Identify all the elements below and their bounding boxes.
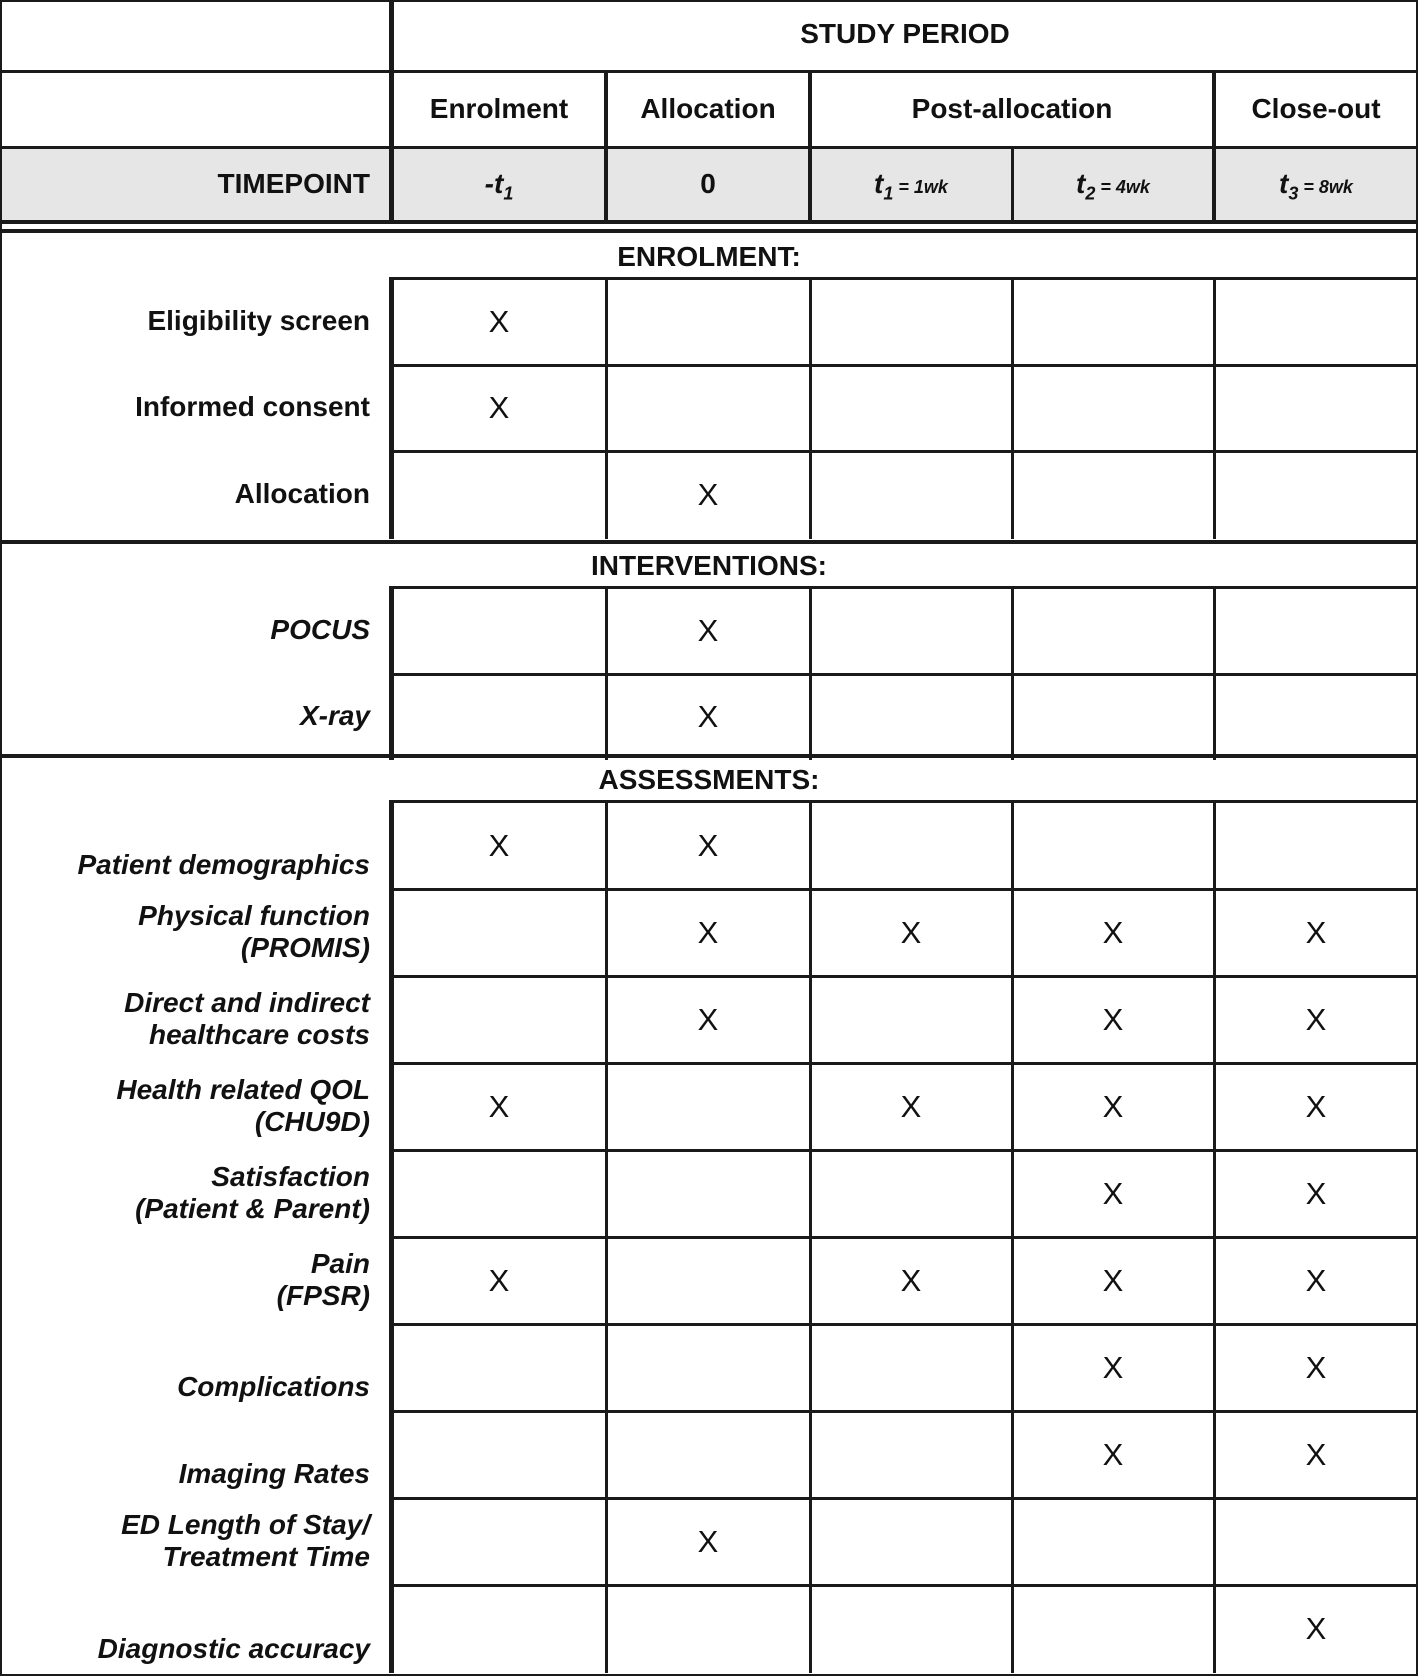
schedule-mark: X: [1102, 1349, 1124, 1385]
column-divider: [389, 279, 394, 539]
row-divider: [389, 975, 1418, 978]
schedule-mark: X: [1102, 1001, 1124, 1037]
activity-label: [0, 614, 370, 646]
header-row-divider: [0, 146, 1418, 149]
activity-label-line: Patient demographics: [77, 849, 370, 880]
column-divider: [809, 279, 812, 539]
schedule-mark: X: [1102, 1436, 1124, 1472]
header-double-rule: [0, 229, 1418, 233]
section-title: ENROLMENT:: [617, 241, 801, 272]
section-title: INTERVENTIONS:: [591, 550, 827, 581]
activity-label: [0, 1248, 370, 1312]
column-divider: [1011, 588, 1014, 760]
schedule-mark: X: [1305, 1175, 1327, 1211]
activity-label: [0, 1509, 370, 1573]
section-grid-top: [389, 277, 1418, 280]
row-divider: [389, 1236, 1418, 1239]
row-divider: [389, 1497, 1418, 1500]
activity-label-line: ED Length of Stay/: [121, 1509, 370, 1540]
timepoint-suffix: = 4wk: [1095, 177, 1150, 197]
activity-label: [0, 849, 370, 881]
activity-label: [0, 1458, 370, 1490]
timepoint-main: -t: [484, 168, 504, 199]
timepoint-sub: 3: [1288, 183, 1299, 204]
row-divider: [389, 888, 1418, 891]
period-enrolment: Enrolment: [429, 93, 569, 124]
schedule-mark: X: [488, 390, 510, 425]
header-double-rule: [0, 220, 1418, 224]
timepoint-t3: [1214, 168, 1418, 204]
period-close-out: Close-out: [1251, 93, 1381, 124]
column-divider: [1213, 279, 1216, 539]
activity-label: [0, 700, 370, 732]
schedule-mark: X: [900, 1262, 922, 1298]
row-divider: [389, 1062, 1418, 1065]
schedule-mark: X: [900, 914, 922, 950]
activity-label-line: Health related QOL: [116, 1074, 370, 1105]
row-divider: [389, 364, 1418, 367]
column-divider: [605, 802, 608, 1673]
column-divider: [605, 279, 608, 539]
column-divider: [389, 802, 394, 1673]
activity-label: [0, 478, 370, 510]
section-divider: [0, 540, 1418, 544]
column-divider: [809, 588, 812, 760]
header-col-divider: [1212, 70, 1216, 222]
column-divider: [1011, 802, 1014, 1673]
activity-label-line: (CHU9D): [254, 1106, 370, 1138]
schedule-mark: X: [1305, 1611, 1327, 1646]
activity-label-line: Pain: [310, 1248, 370, 1279]
activity-label-line: Informed consent: [135, 391, 370, 422]
section-grid-top: [389, 800, 1418, 803]
schedule-mark: X: [1305, 1349, 1327, 1385]
timepoint-sub: 1: [503, 183, 514, 204]
schedule-mark: X: [1305, 1262, 1327, 1298]
row-divider: [389, 450, 1418, 453]
period-allocation: Allocation: [640, 93, 776, 124]
row-divider: [389, 1584, 1418, 1587]
row-divider: [389, 1149, 1418, 1152]
row-divider: [389, 1410, 1418, 1413]
table-top-border: [0, 0, 1418, 2]
timepoint-main: t: [1076, 168, 1086, 199]
timepoint-main: t: [874, 168, 884, 199]
schedule-mark: X: [697, 477, 719, 512]
timepoint-t2: [1012, 168, 1214, 204]
timepoint-sub: 1: [883, 183, 894, 204]
schedule-mark: X: [1305, 1436, 1327, 1472]
schedule-mark: X: [488, 304, 510, 339]
column-divider: [1011, 279, 1014, 539]
schedule-mark: X: [1102, 1175, 1124, 1211]
timepoint-t1: [810, 168, 1012, 204]
activity-label-line: (PROMIS): [240, 932, 370, 964]
column-divider: [1213, 588, 1216, 760]
timepoint-suffix: = 8wk: [1298, 177, 1353, 197]
schedule-mark: X: [697, 1001, 719, 1037]
activity-label-line: Eligibility screen: [147, 305, 370, 336]
activity-label-line: Satisfaction: [211, 1161, 370, 1192]
timepoint-main: 0: [700, 168, 716, 199]
schedule-mark: X: [697, 914, 719, 950]
header-col-divider: [604, 70, 608, 222]
section-divider: [0, 754, 1418, 758]
schedule-mark: X: [697, 613, 719, 648]
column-divider: [389, 588, 394, 760]
row-divider: [389, 673, 1418, 676]
row-divider: [389, 1323, 1418, 1326]
activity-label: [0, 1633, 370, 1665]
activity-label-line: Direct and indirect: [124, 987, 370, 1018]
activity-label: [0, 900, 370, 964]
schedule-mark: X: [1305, 1088, 1327, 1124]
schedule-mark: X: [1102, 914, 1124, 950]
header-col-divider: [1011, 146, 1014, 222]
header-label-divider: [389, 0, 394, 222]
activity-label: [0, 391, 370, 423]
schedule-mark: X: [1102, 1262, 1124, 1298]
column-divider: [605, 588, 608, 760]
timepoint-suffix: = 1wk: [893, 177, 948, 197]
activity-label-line: Allocation: [234, 478, 370, 509]
timepoint-zero: [606, 168, 810, 200]
timepoint-main: t: [1279, 168, 1289, 199]
column-divider: [1213, 802, 1216, 1673]
activity-label-line: Complications: [177, 1371, 370, 1402]
schedule-mark: X: [1305, 914, 1327, 950]
activity-label: [0, 1074, 370, 1138]
schedule-mark: X: [697, 1523, 719, 1559]
activity-label-line: X-ray: [299, 700, 370, 731]
activity-label-line: healthcare costs: [149, 1019, 370, 1051]
activity-label-line: (Patient & Parent): [135, 1193, 370, 1225]
activity-label-line: Diagnostic accuracy: [97, 1633, 370, 1664]
activity-label-line: Imaging Rates: [178, 1458, 370, 1489]
section-grid-top: [389, 586, 1418, 589]
schedule-mark: X: [1305, 1001, 1327, 1037]
activity-label-line: (FPSR): [276, 1280, 370, 1312]
activity-label-line: POCUS: [270, 614, 370, 645]
schedule-mark: X: [697, 699, 719, 734]
timepoint-label: TIMEPOINT: [217, 168, 370, 199]
schedule-mark: X: [1102, 1088, 1124, 1124]
header-row-divider: [0, 70, 1418, 73]
activity-label: [0, 1161, 370, 1225]
column-divider: [809, 802, 812, 1673]
schedule-mark: X: [488, 1088, 510, 1124]
schedule-mark: X: [488, 827, 510, 863]
section-title: ASSESSMENTS:: [598, 764, 820, 795]
schedule-mark: X: [697, 827, 719, 863]
timepoint-sub: 2: [1085, 183, 1096, 204]
activity-label: [0, 1371, 370, 1403]
activity-label-line: Treatment Time: [162, 1541, 370, 1573]
period-post-allocation: Post-allocation: [911, 93, 1113, 124]
schedule-mark: X: [488, 1262, 510, 1298]
header-col-divider: [808, 70, 812, 222]
activity-label-line: Physical function: [138, 900, 370, 931]
activity-label: [0, 305, 370, 337]
activity-label: [0, 987, 370, 1051]
study-period-heading: STUDY PERIOD: [800, 18, 1010, 49]
timepoint-minus-t1: [392, 168, 606, 204]
schedule-mark: X: [900, 1088, 922, 1124]
